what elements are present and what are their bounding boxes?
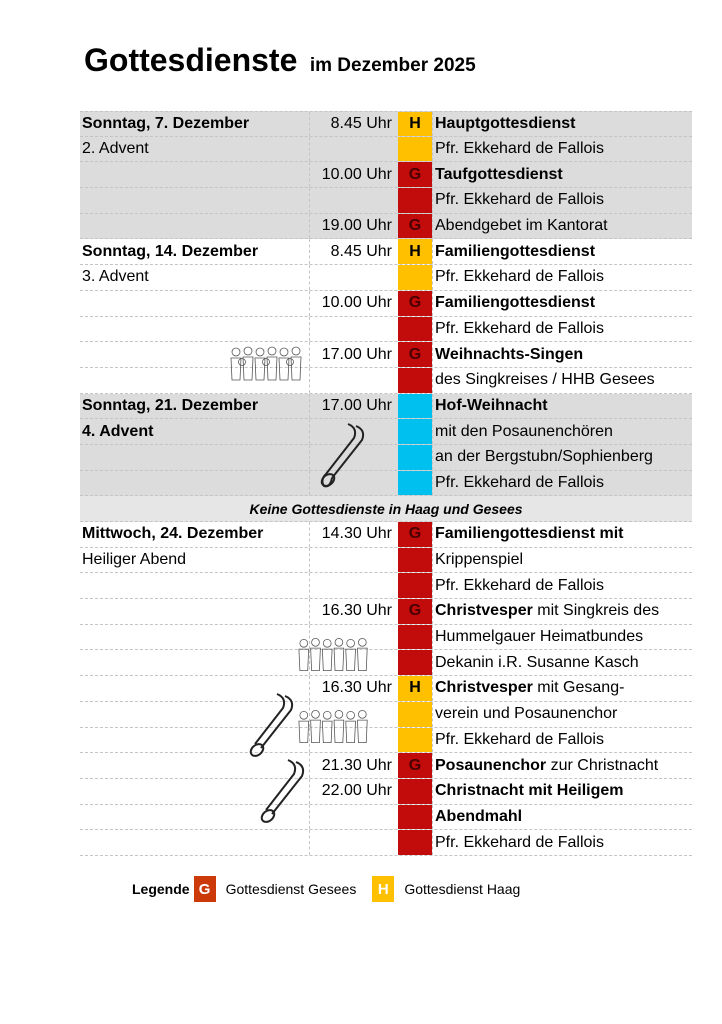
day-cell xyxy=(80,625,310,650)
description-cell: Pfr. Ekkehard de Fallois xyxy=(432,317,692,342)
day-cell: Sonntag, 7. Dezember xyxy=(80,112,310,136)
day-cell xyxy=(80,162,310,187)
day-cell xyxy=(80,188,310,213)
legend-haag-text: Gottesdienst Haag xyxy=(404,881,521,897)
table-row xyxy=(80,471,692,497)
day-cell: Mittwoch, 24. Dezember xyxy=(80,522,310,547)
description-part: Christvesper xyxy=(435,602,533,620)
day-cell xyxy=(80,471,310,496)
table-row xyxy=(80,753,692,779)
table-row xyxy=(80,573,692,599)
description-cell: Christnacht mit Heiligem xyxy=(432,779,692,804)
description-cell: verein und Posaunenchor xyxy=(432,702,692,727)
description-cell: Pfr. Ekkehard de Fallois xyxy=(432,728,692,753)
choir-illustration-icon xyxy=(296,635,376,675)
location-code-cell: G xyxy=(398,214,432,239)
location-code-cell: G xyxy=(398,522,432,547)
description-cell: Dekanin i.R. Susanne Kasch xyxy=(432,650,692,675)
description-cell xyxy=(432,599,692,624)
description-cell: Weihnachts-Singen xyxy=(432,342,692,367)
time-cell: 8.45 Uhr xyxy=(330,114,392,132)
location-code-cell: G xyxy=(398,291,432,316)
legend-label: Legende xyxy=(132,881,190,897)
time-cell: 17.00 Uhr xyxy=(321,396,392,414)
table-row xyxy=(80,676,692,702)
location-code-cell xyxy=(398,394,432,419)
description-cell: Pfr. Ekkehard de Fallois xyxy=(432,573,692,598)
time-cell xyxy=(310,137,398,162)
description-cell: Hauptgottesdienst xyxy=(432,112,692,136)
description-cell: Abendgebet im Kantorat xyxy=(432,214,692,239)
time-cell xyxy=(310,368,398,393)
table-row xyxy=(80,137,692,163)
day-cell xyxy=(80,573,310,598)
location-code-cell: H xyxy=(398,676,432,701)
day-cell: Sonntag, 21. Dezember xyxy=(80,394,310,419)
description-part: Christvesper xyxy=(435,679,533,697)
table-row xyxy=(80,342,692,368)
legend-gesees-marker: G xyxy=(194,876,216,902)
trombone-icon xyxy=(318,420,368,490)
choir-illustration-icon xyxy=(228,344,310,384)
time-cell xyxy=(310,830,398,855)
table-row xyxy=(80,779,692,805)
time-cell: 14.30 Uhr xyxy=(321,525,392,543)
description-part: mit Gesang- xyxy=(532,679,625,697)
time-cell: 16.30 Uhr xyxy=(321,602,392,620)
location-code-cell xyxy=(398,805,432,830)
description-cell: Familiengottesdienst xyxy=(432,291,692,316)
description-cell: Abendmahl xyxy=(432,805,692,830)
service-schedule-table xyxy=(80,111,692,856)
table-row xyxy=(80,702,692,728)
table-row xyxy=(80,599,692,625)
description-cell: Pfr. Ekkehard de Fallois xyxy=(432,188,692,213)
time-cell xyxy=(310,265,398,290)
day-cell: 3. Advent xyxy=(80,265,310,290)
time-cell xyxy=(310,188,398,213)
location-code-cell xyxy=(398,265,432,290)
day-cell xyxy=(80,291,310,316)
time-cell xyxy=(310,317,398,342)
time-cell: 17.00 Uhr xyxy=(321,345,392,363)
description-cell: Pfr. Ekkehard de Fallois xyxy=(432,137,692,162)
description-cell: Hummelgauer Heimatbundes xyxy=(432,625,692,650)
location-code-cell xyxy=(398,779,432,804)
table-row xyxy=(80,162,692,188)
table-row xyxy=(80,317,692,343)
time-cell: 10.00 Uhr xyxy=(321,294,392,312)
table-row xyxy=(80,548,692,574)
location-code-cell xyxy=(398,573,432,598)
table-row xyxy=(80,496,692,522)
time-cell xyxy=(310,573,398,598)
time-cell: 10.00 Uhr xyxy=(321,165,392,183)
time-cell: 16.30 Uhr xyxy=(321,679,392,697)
table-row xyxy=(80,650,692,676)
location-code-cell xyxy=(398,702,432,727)
day-cell xyxy=(80,445,310,470)
description-cell: Taufgottesdienst xyxy=(432,162,692,187)
table-row xyxy=(80,805,692,831)
table-row xyxy=(80,214,692,240)
location-code-cell: H xyxy=(398,239,432,264)
legend xyxy=(132,876,536,902)
table-row xyxy=(80,394,692,420)
time-cell: 8.45 Uhr xyxy=(330,242,392,260)
day-cell: Heiliger Abend xyxy=(80,548,310,573)
title-main: Gottesdienste xyxy=(84,42,298,78)
time-cell xyxy=(310,805,398,830)
table-row xyxy=(80,239,692,265)
description-cell: mit den Posaunenchören xyxy=(432,419,692,444)
location-code-cell xyxy=(398,137,432,162)
table-row xyxy=(80,111,692,137)
notice-text: Keine Gottesdienste in Haag und Gesees xyxy=(249,500,523,517)
description-cell: des Singkreises / HHB Gesees xyxy=(432,368,692,393)
time-cell: 21.30 Uhr xyxy=(321,756,392,774)
location-code-cell: G xyxy=(398,342,432,367)
location-code-cell xyxy=(398,471,432,496)
location-code-cell: G xyxy=(398,162,432,187)
table-row xyxy=(80,728,692,754)
day-cell xyxy=(80,830,310,855)
description-part: zur Christnacht xyxy=(546,756,659,774)
time-cell: 22.00 Uhr xyxy=(321,782,392,800)
description-cell: Pfr. Ekkehard de Fallois xyxy=(432,471,692,496)
location-code-cell xyxy=(398,830,432,855)
description-cell xyxy=(432,753,692,778)
day-cell xyxy=(80,599,310,624)
time-cell: 19.00 Uhr xyxy=(321,217,392,235)
day-cell: 4. Advent xyxy=(80,419,310,444)
location-code-cell xyxy=(398,368,432,393)
day-cell xyxy=(80,214,310,239)
legend-gesees-text: Gottesdienst Gesees xyxy=(225,881,357,897)
description-cell: Familiengottesdienst xyxy=(432,239,692,264)
page-title xyxy=(84,42,476,79)
day-cell: 2. Advent xyxy=(80,137,310,162)
description-part: mit Singkreis des xyxy=(532,602,660,620)
legend-haag-marker: H xyxy=(372,876,394,902)
table-row xyxy=(80,188,692,214)
description-part: Posaunenchor xyxy=(435,756,547,774)
trombone-icon xyxy=(247,690,297,760)
description-cell xyxy=(432,676,692,701)
table-row xyxy=(80,625,692,651)
trombone-icon xyxy=(258,756,308,826)
location-code-cell xyxy=(398,650,432,675)
location-code-cell: G xyxy=(398,753,432,778)
location-code-cell xyxy=(398,419,432,444)
location-code-cell xyxy=(398,188,432,213)
table-row xyxy=(80,522,692,548)
time-cell xyxy=(310,548,398,573)
location-code-cell xyxy=(398,625,432,650)
description-cell: Pfr. Ekkehard de Fallois xyxy=(432,265,692,290)
day-cell: Sonntag, 14. Dezember xyxy=(80,239,310,264)
table-row xyxy=(80,291,692,317)
table-row xyxy=(80,445,692,471)
location-code-cell: G xyxy=(398,599,432,624)
table-row xyxy=(80,419,692,445)
location-code-cell xyxy=(398,548,432,573)
description-cell: Hof-Weihnacht xyxy=(432,394,692,419)
description-cell: Familiengottesdienst mit xyxy=(432,522,692,547)
table-row xyxy=(80,265,692,291)
table-row xyxy=(80,368,692,394)
location-code-cell xyxy=(398,445,432,470)
description-cell: Krippenspiel xyxy=(432,548,692,573)
table-row xyxy=(80,830,692,856)
day-cell xyxy=(80,317,310,342)
location-code-cell xyxy=(398,317,432,342)
location-code-cell: H xyxy=(398,112,432,136)
day-cell xyxy=(80,650,310,675)
description-cell: Pfr. Ekkehard de Fallois xyxy=(432,830,692,855)
description-cell: an der Bergstubn/Sophienberg xyxy=(432,445,692,470)
choir-illustration-icon xyxy=(296,706,376,748)
title-subtitle: im Dezember 2025 xyxy=(309,55,476,76)
location-code-cell xyxy=(398,728,432,753)
